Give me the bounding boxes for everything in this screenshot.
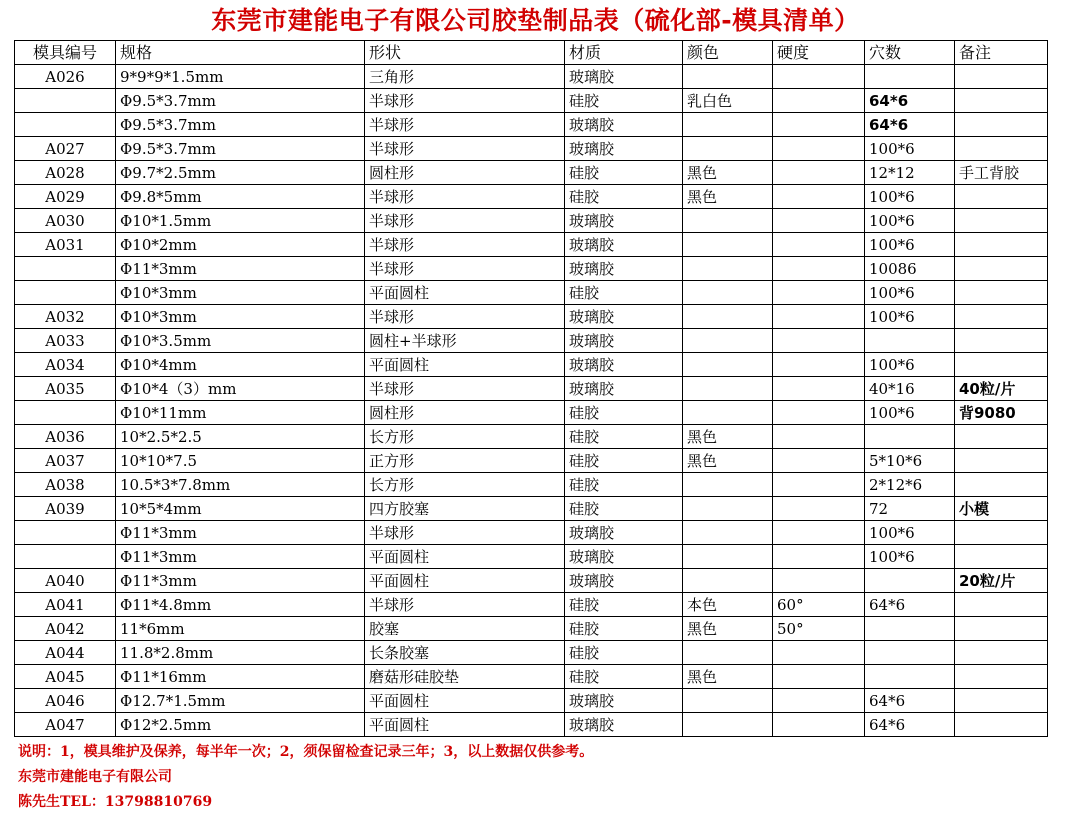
cell-cavities [865,665,955,689]
cell-shape: 半球形 [365,185,565,209]
cell-material: 硅胶 [565,665,683,689]
table-row [15,185,1048,209]
cell-cavities: 64*6 [865,89,955,113]
table-row [15,161,1048,185]
cell-shape: 平面圆柱 [365,689,565,713]
cell-note [955,185,1048,209]
header-cavities: 穴数 [865,41,955,65]
cell-color: 黑色 [683,425,773,449]
cell-material: 玻璃胶 [565,257,683,281]
table-row [15,89,1048,113]
cell-code: A032 [15,305,116,329]
cell-shape: 半球形 [365,233,565,257]
cell-shape: 半球形 [365,113,565,137]
cell-color [683,569,773,593]
cell-color [683,521,773,545]
cell-note [955,425,1048,449]
cell-material: 玻璃胶 [565,377,683,401]
cell-spec: Φ10*11mm [116,401,365,425]
cell-code: A029 [15,185,116,209]
cell-material: 硅胶 [565,641,683,665]
cell-material: 硅胶 [565,449,683,473]
cell-code: A031 [15,233,116,257]
cell-note [955,233,1048,257]
cell-note [955,617,1048,641]
cell-shape: 半球形 [365,593,565,617]
table-row [15,641,1048,665]
table-row [15,665,1048,689]
cell-color: 乳白色 [683,89,773,113]
table-row [15,617,1048,641]
cell-color [683,497,773,521]
cell-spec: Φ10*2mm [116,233,365,257]
cell-spec: Φ11*3mm [116,569,365,593]
cell-cavities: 10086 [865,257,955,281]
cell-code: A027 [15,137,116,161]
cell-shape: 圆柱形 [365,401,565,425]
cell-hardness [773,641,865,665]
cell-note: 手工背胶 [955,161,1048,185]
cell-shape: 半球形 [365,257,565,281]
page-title: 东莞市建能电子有限公司胶垫制品表（硫化部-模具清单） [211,6,860,35]
cell-color [683,233,773,257]
cell-material: 玻璃胶 [565,329,683,353]
cell-color: 黑色 [683,161,773,185]
table-row [15,65,1048,89]
cell-cavities: 12*12 [865,161,955,185]
cell-code: A040 [15,569,116,593]
cell-note [955,137,1048,161]
cell-shape: 磨菇形硅胶垫 [365,665,565,689]
cell-cavities: 2*12*6 [865,473,955,497]
cell-hardness [773,689,865,713]
cell-code: A039 [15,497,116,521]
cell-note [955,209,1048,233]
cell-code [15,401,116,425]
cell-note [955,641,1048,665]
cell-hardness [773,521,865,545]
cell-note [955,65,1048,89]
cell-cavities: 100*6 [865,209,955,233]
cell-shape: 半球形 [365,209,565,233]
cell-hardness [773,425,865,449]
footer-company: 东莞市建能电子有限公司 [18,769,172,785]
cell-hardness [773,233,865,257]
cell-code: A030 [15,209,116,233]
cell-color [683,329,773,353]
cell-shape: 长条胶塞 [365,641,565,665]
table-row [15,593,1048,617]
cell-material: 玻璃胶 [565,569,683,593]
cell-hardness [773,113,865,137]
table-row [15,401,1048,425]
cell-color: 本色 [683,593,773,617]
cell-code: A026 [15,65,116,89]
cell-spec: Φ10*4（3）mm [116,377,365,401]
cell-hardness [773,329,865,353]
cell-hardness [773,401,865,425]
header-shape: 形状 [365,41,565,65]
cell-cavities: 100*6 [865,305,955,329]
cell-hardness [773,665,865,689]
table-row [15,209,1048,233]
table-body [15,65,1048,737]
cell-cavities: 72 [865,497,955,521]
footer-contact: 陈先生TEL：13798810769 [18,794,213,810]
cell-hardness [773,497,865,521]
cell-spec: Φ11*3mm [116,257,365,281]
cell-color [683,305,773,329]
cell-spec: Φ12.7*1.5mm [116,689,365,713]
cell-note [955,329,1048,353]
cell-shape: 长方形 [365,473,565,497]
table-row [15,473,1048,497]
cell-note: 小模 [955,497,1048,521]
cell-code: A046 [15,689,116,713]
cell-spec: 11.8*2.8mm [116,641,365,665]
cell-code [15,89,116,113]
cell-note: 40粒/片 [955,377,1048,401]
cell-spec: Φ10*1.5mm [116,209,365,233]
cell-shape: 平面圆柱 [365,713,565,737]
cell-spec: Φ9.5*3.7mm [116,137,365,161]
header-code: 模具编号 [15,41,116,65]
cell-code [15,113,116,137]
cell-color: 黑色 [683,665,773,689]
cell-shape: 半球形 [365,377,565,401]
cell-shape: 半球形 [365,89,565,113]
cell-material: 玻璃胶 [565,65,683,89]
cell-cavities [865,641,955,665]
cell-spec: 10*5*4mm [116,497,365,521]
table-header-row [15,41,1048,65]
cell-shape: 半球形 [365,137,565,161]
cell-shape: 平面圆柱 [365,545,565,569]
cell-code: A037 [15,449,116,473]
cell-cavities: 100*6 [865,281,955,305]
table-row [15,113,1048,137]
cell-color [683,281,773,305]
cell-code [15,281,116,305]
cell-material: 硅胶 [565,593,683,617]
cell-hardness [773,185,865,209]
cell-cavities: 100*6 [865,353,955,377]
cell-code: A035 [15,377,116,401]
cell-material: 硅胶 [565,617,683,641]
cell-spec: Φ10*3mm [116,305,365,329]
cell-shape: 正方形 [365,449,565,473]
table-row [15,377,1048,401]
cell-material: 玻璃胶 [565,713,683,737]
cell-spec: 10.5*3*7.8mm [116,473,365,497]
cell-material: 硅胶 [565,185,683,209]
cell-spec: 11*6mm [116,617,365,641]
cell-cavities [865,329,955,353]
cell-note [955,665,1048,689]
footer-note: 说明：1，模具维护及保养，每半年一次；2，须保留检查记录三年；3，以上数据仅供参考。 [18,744,594,760]
cell-color [683,377,773,401]
cell-shape: 三角形 [365,65,565,89]
table-row [15,305,1048,329]
cell-color [683,137,773,161]
cell-spec: Φ10*3mm [116,281,365,305]
header-color: 颜色 [683,41,773,65]
cell-color [683,257,773,281]
table-row [15,281,1048,305]
cell-note [955,449,1048,473]
mold-list-table [14,40,1048,737]
table-row [15,713,1048,737]
cell-hardness [773,257,865,281]
header-material: 材质 [565,41,683,65]
cell-code: A033 [15,329,116,353]
cell-color [683,113,773,137]
cell-spec: Φ12*2.5mm [116,713,365,737]
cell-spec: Φ10*4mm [116,353,365,377]
table-row [15,689,1048,713]
cell-material: 玻璃胶 [565,137,683,161]
cell-shape: 平面圆柱 [365,281,565,305]
cell-color [683,65,773,89]
cell-shape: 半球形 [365,305,565,329]
cell-cavities: 100*6 [865,401,955,425]
cell-spec: Φ9.5*3.7mm [116,113,365,137]
cell-hardness: 60° [773,593,865,617]
cell-code: A038 [15,473,116,497]
cell-code [15,257,116,281]
cell-color [683,353,773,377]
table-row [15,329,1048,353]
cell-code: A034 [15,353,116,377]
cell-hardness [773,161,865,185]
cell-shape: 半球形 [365,521,565,545]
table-row [15,353,1048,377]
cell-shape: 平面圆柱 [365,353,565,377]
cell-shape: 平面圆柱 [365,569,565,593]
cell-hardness [773,545,865,569]
cell-cavities: 64*6 [865,713,955,737]
table-row [15,137,1048,161]
cell-note [955,257,1048,281]
cell-spec: Φ9.5*3.7mm [116,89,365,113]
cell-note [955,89,1048,113]
cell-hardness [773,353,865,377]
cell-shape: 长方形 [365,425,565,449]
cell-note [955,545,1048,569]
cell-spec: Φ11*3mm [116,521,365,545]
cell-note [955,305,1048,329]
cell-code [15,545,116,569]
cell-cavities [865,569,955,593]
cell-color: 黑色 [683,185,773,209]
cell-material: 硅胶 [565,401,683,425]
cell-material: 玻璃胶 [565,233,683,257]
cell-color [683,473,773,497]
cell-cavities: 64*6 [865,593,955,617]
cell-cavities: 40*16 [865,377,955,401]
cell-spec: Φ9.7*2.5mm [116,161,365,185]
cell-material: 玻璃胶 [565,353,683,377]
header-note: 备注 [955,41,1048,65]
cell-cavities: 64*6 [865,113,955,137]
cell-material: 玻璃胶 [565,545,683,569]
cell-cavities: 100*6 [865,137,955,161]
cell-material: 硅胶 [565,161,683,185]
cell-cavities [865,617,955,641]
cell-note [955,353,1048,377]
table-row [15,569,1048,593]
cell-cavities [865,425,955,449]
header-spec: 规格 [116,41,365,65]
cell-hardness [773,89,865,113]
cell-code: A047 [15,713,116,737]
cell-hardness [773,449,865,473]
cell-hardness: 50° [773,617,865,641]
cell-material: 硅胶 [565,497,683,521]
cell-code: A045 [15,665,116,689]
cell-material: 玻璃胶 [565,209,683,233]
cell-hardness [773,569,865,593]
cell-spec: 9*9*9*1.5mm [116,65,365,89]
cell-cavities [865,65,955,89]
cell-shape: 圆柱+半球形 [365,329,565,353]
cell-note [955,473,1048,497]
cell-material: 硅胶 [565,425,683,449]
cell-note: 背9080 [955,401,1048,425]
cell-color: 黑色 [683,617,773,641]
cell-spec: 10*2.5*2.5 [116,425,365,449]
cell-color [683,713,773,737]
table-row [15,425,1048,449]
cell-material: 玻璃胶 [565,113,683,137]
cell-code: A044 [15,641,116,665]
cell-hardness [773,713,865,737]
cell-cavities: 100*6 [865,521,955,545]
cell-color [683,689,773,713]
cell-note [955,521,1048,545]
cell-shape: 四方胶塞 [365,497,565,521]
table-row [15,449,1048,473]
cell-shape: 胶塞 [365,617,565,641]
cell-hardness [773,281,865,305]
cell-cavities: 100*6 [865,233,955,257]
cell-hardness [773,377,865,401]
cell-hardness [773,473,865,497]
cell-note [955,281,1048,305]
cell-note [955,593,1048,617]
cell-hardness [773,209,865,233]
table-row [15,233,1048,257]
cell-spec: Φ10*3.5mm [116,329,365,353]
cell-cavities: 100*6 [865,545,955,569]
cell-note: 20粒/片 [955,569,1048,593]
cell-color [683,545,773,569]
cell-material: 玻璃胶 [565,689,683,713]
cell-note [955,713,1048,737]
cell-spec: Φ11*3mm [116,545,365,569]
cell-note [955,113,1048,137]
cell-color [683,401,773,425]
table-row [15,521,1048,545]
cell-material: 硅胶 [565,281,683,305]
cell-material: 玻璃胶 [565,305,683,329]
cell-spec: 10*10*7.5 [116,449,365,473]
cell-color [683,209,773,233]
cell-spec: Φ11*16mm [116,665,365,689]
table-row [15,257,1048,281]
cell-color [683,641,773,665]
cell-cavities: 100*6 [865,185,955,209]
cell-code: A036 [15,425,116,449]
cell-shape: 圆柱形 [365,161,565,185]
cell-code [15,521,116,545]
cell-hardness [773,305,865,329]
cell-material: 硅胶 [565,473,683,497]
cell-code: A042 [15,617,116,641]
cell-cavities: 5*10*6 [865,449,955,473]
header-hardness: 硬度 [773,41,865,65]
cell-color: 黑色 [683,449,773,473]
cell-cavities: 64*6 [865,689,955,713]
cell-spec: Φ11*4.8mm [116,593,365,617]
cell-material: 玻璃胶 [565,521,683,545]
cell-material: 硅胶 [565,89,683,113]
cell-hardness [773,65,865,89]
cell-code: A028 [15,161,116,185]
cell-spec: Φ9.8*5mm [116,185,365,209]
cell-hardness [773,137,865,161]
table-row [15,545,1048,569]
cell-code: A041 [15,593,116,617]
cell-note [955,689,1048,713]
table-row [15,497,1048,521]
